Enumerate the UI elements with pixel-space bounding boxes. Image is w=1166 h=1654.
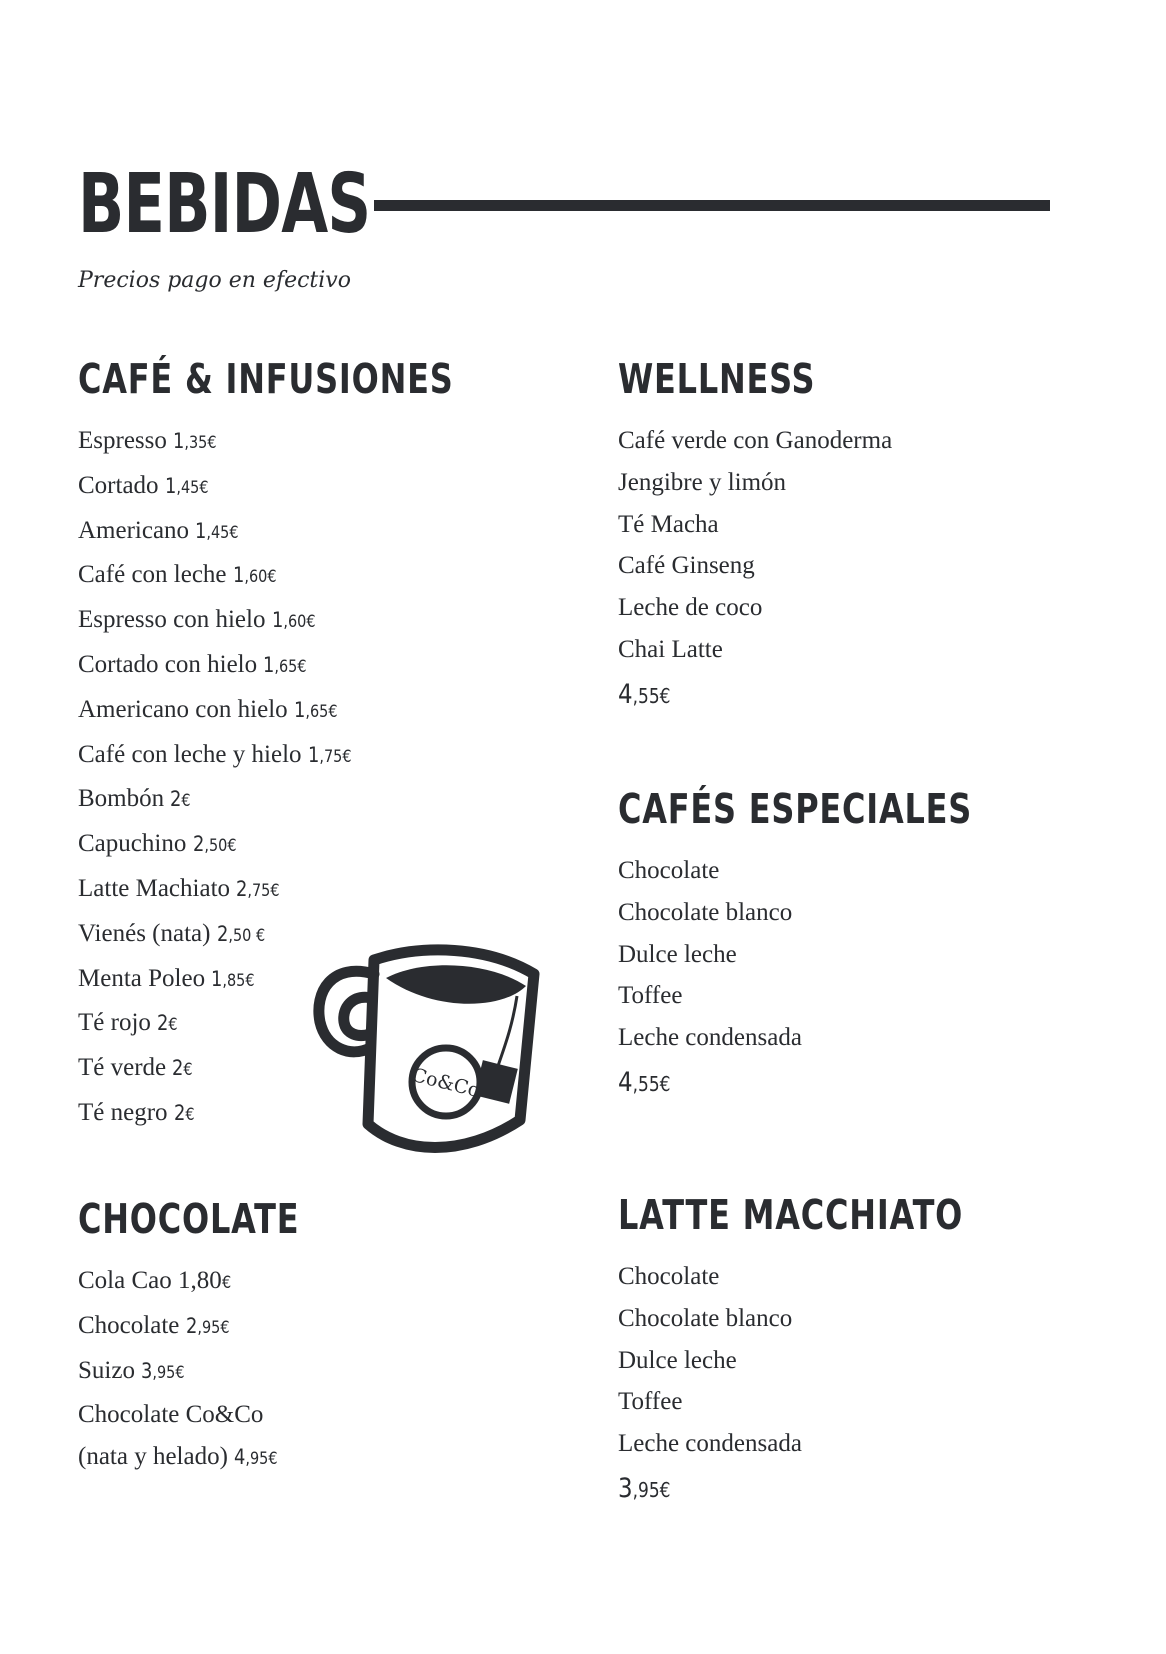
menu-item xyxy=(78,465,598,510)
item-price: 4,95€ xyxy=(234,1445,278,1470)
menu-item xyxy=(78,420,598,465)
item-name: Capuchino xyxy=(78,830,187,858)
section-title: CAFÉS ESPECIALES xyxy=(618,785,973,833)
item-name: Cola Cao xyxy=(78,1267,172,1294)
section-title: CAFÉ & INFUSIONES xyxy=(78,355,454,403)
menu-item: Chocolate blanco xyxy=(618,898,793,926)
item-price: 1,60€ xyxy=(271,608,316,633)
menu-item: Café verde con Ganoderma xyxy=(618,427,893,454)
item-price: 1,45€ xyxy=(195,518,239,543)
item-list xyxy=(618,1256,1138,1465)
menu-item: Chocolate xyxy=(618,857,720,884)
section-price: 3,95€ xyxy=(618,1472,671,1504)
menu-item xyxy=(78,734,598,779)
item-price: 2€ xyxy=(157,1011,178,1036)
item-price: 1,85€ xyxy=(211,966,255,991)
menu-item xyxy=(78,1305,598,1350)
item-name: Café con leche y hielo xyxy=(78,740,302,768)
page-subtitle: Precios pago en efectivo xyxy=(78,268,351,293)
menu-item xyxy=(78,644,598,689)
menu-item: Leche condensada xyxy=(618,1024,802,1052)
item-price: 1,45€ xyxy=(164,473,209,498)
item-name: Latte Machiato xyxy=(78,874,231,902)
item-price: 2€ xyxy=(172,1056,193,1081)
menu-item xyxy=(78,510,598,555)
item-name: Cortado xyxy=(78,471,159,499)
item-name: Bombón xyxy=(78,785,165,813)
page-title: BEBIDAS xyxy=(78,157,371,252)
item-name: Vienés (nata) xyxy=(78,919,211,947)
menu-item: Té Macha xyxy=(618,510,719,538)
item-price: 2,50€ xyxy=(192,832,237,857)
item-price: 2,50 € xyxy=(216,921,265,946)
menu-item xyxy=(78,778,598,823)
item-price: 2,95€ xyxy=(185,1313,230,1338)
menu-item xyxy=(78,689,598,734)
item-price: 2€ xyxy=(170,787,191,812)
item-name: Espresso con hielo xyxy=(78,606,266,634)
menu-item xyxy=(78,1394,598,1481)
item-name: Espresso xyxy=(78,427,167,454)
menu-item: Toffee xyxy=(618,982,683,1010)
section-price: 4,55€ xyxy=(618,1066,671,1098)
item-name-detail: (nata y helado) xyxy=(78,1443,228,1471)
menu-item: Café Ginseng xyxy=(618,552,755,580)
item-name: Té rojo xyxy=(78,1009,151,1037)
item-name: Té verde xyxy=(78,1054,167,1082)
section-latte-macchiato xyxy=(618,1192,1138,1504)
item-price: 2,75€ xyxy=(236,876,280,901)
menu-item xyxy=(78,1260,598,1305)
menu-item xyxy=(78,823,598,868)
title-rule xyxy=(374,200,1050,211)
menu-item xyxy=(78,1350,598,1395)
section-wellness xyxy=(618,356,1138,710)
item-list xyxy=(618,850,1138,1059)
item-name: Cortado con hielo xyxy=(78,650,258,678)
item-name: Suizo xyxy=(78,1356,135,1384)
item-name: Menta Poleo xyxy=(78,964,206,992)
menu-item: Dulce leche xyxy=(618,940,737,968)
item-name: Café con leche xyxy=(78,561,227,589)
menu-item: Chocolate xyxy=(618,1263,720,1290)
section-title: WELLNESS xyxy=(618,355,816,403)
menu-item: Toffee xyxy=(618,1388,683,1416)
menu-item xyxy=(78,599,598,644)
menu-item: Jengibre y limón xyxy=(618,468,787,496)
section-chocolate xyxy=(78,1196,598,1481)
coffee-mug-icon xyxy=(312,938,550,1160)
menu-item: Leche condensada xyxy=(618,1430,802,1458)
mug-logo-text: Co&Co xyxy=(409,1063,482,1102)
menu-item xyxy=(78,554,598,599)
menu-item: Dulce leche xyxy=(618,1346,737,1374)
item-list xyxy=(78,1260,598,1481)
item-price: 1,60€ xyxy=(232,563,277,588)
item-name: Americano xyxy=(78,516,190,544)
menu-item: Leche de coco xyxy=(618,594,763,622)
section-title: LATTE MACCHIATO xyxy=(618,1191,964,1239)
item-name: Americano con hielo xyxy=(78,695,288,723)
item-price: 1,75€ xyxy=(307,742,352,767)
item-name: Chocolate Co&Co xyxy=(78,1401,264,1429)
menu-item: Chocolate blanco xyxy=(618,1304,793,1332)
item-price: 2€ xyxy=(173,1100,195,1125)
item-name: Chocolate xyxy=(78,1311,180,1339)
item-name: Té negro xyxy=(78,1098,168,1126)
item-price: 1,35€ xyxy=(173,429,217,453)
item-price: 1,65€ xyxy=(293,697,338,722)
section-cafes-especiales xyxy=(618,786,1138,1098)
item-list xyxy=(618,420,1138,671)
item-price: 1,65€ xyxy=(263,652,307,677)
item-price: 1,80€ xyxy=(178,1267,231,1294)
section-title: CHOCOLATE xyxy=(78,1195,300,1243)
item-price: 3,95€ xyxy=(141,1358,185,1383)
section-price: 4,55€ xyxy=(618,678,671,710)
menu-item: Chai Latte xyxy=(618,635,723,663)
menu-item xyxy=(78,868,598,913)
